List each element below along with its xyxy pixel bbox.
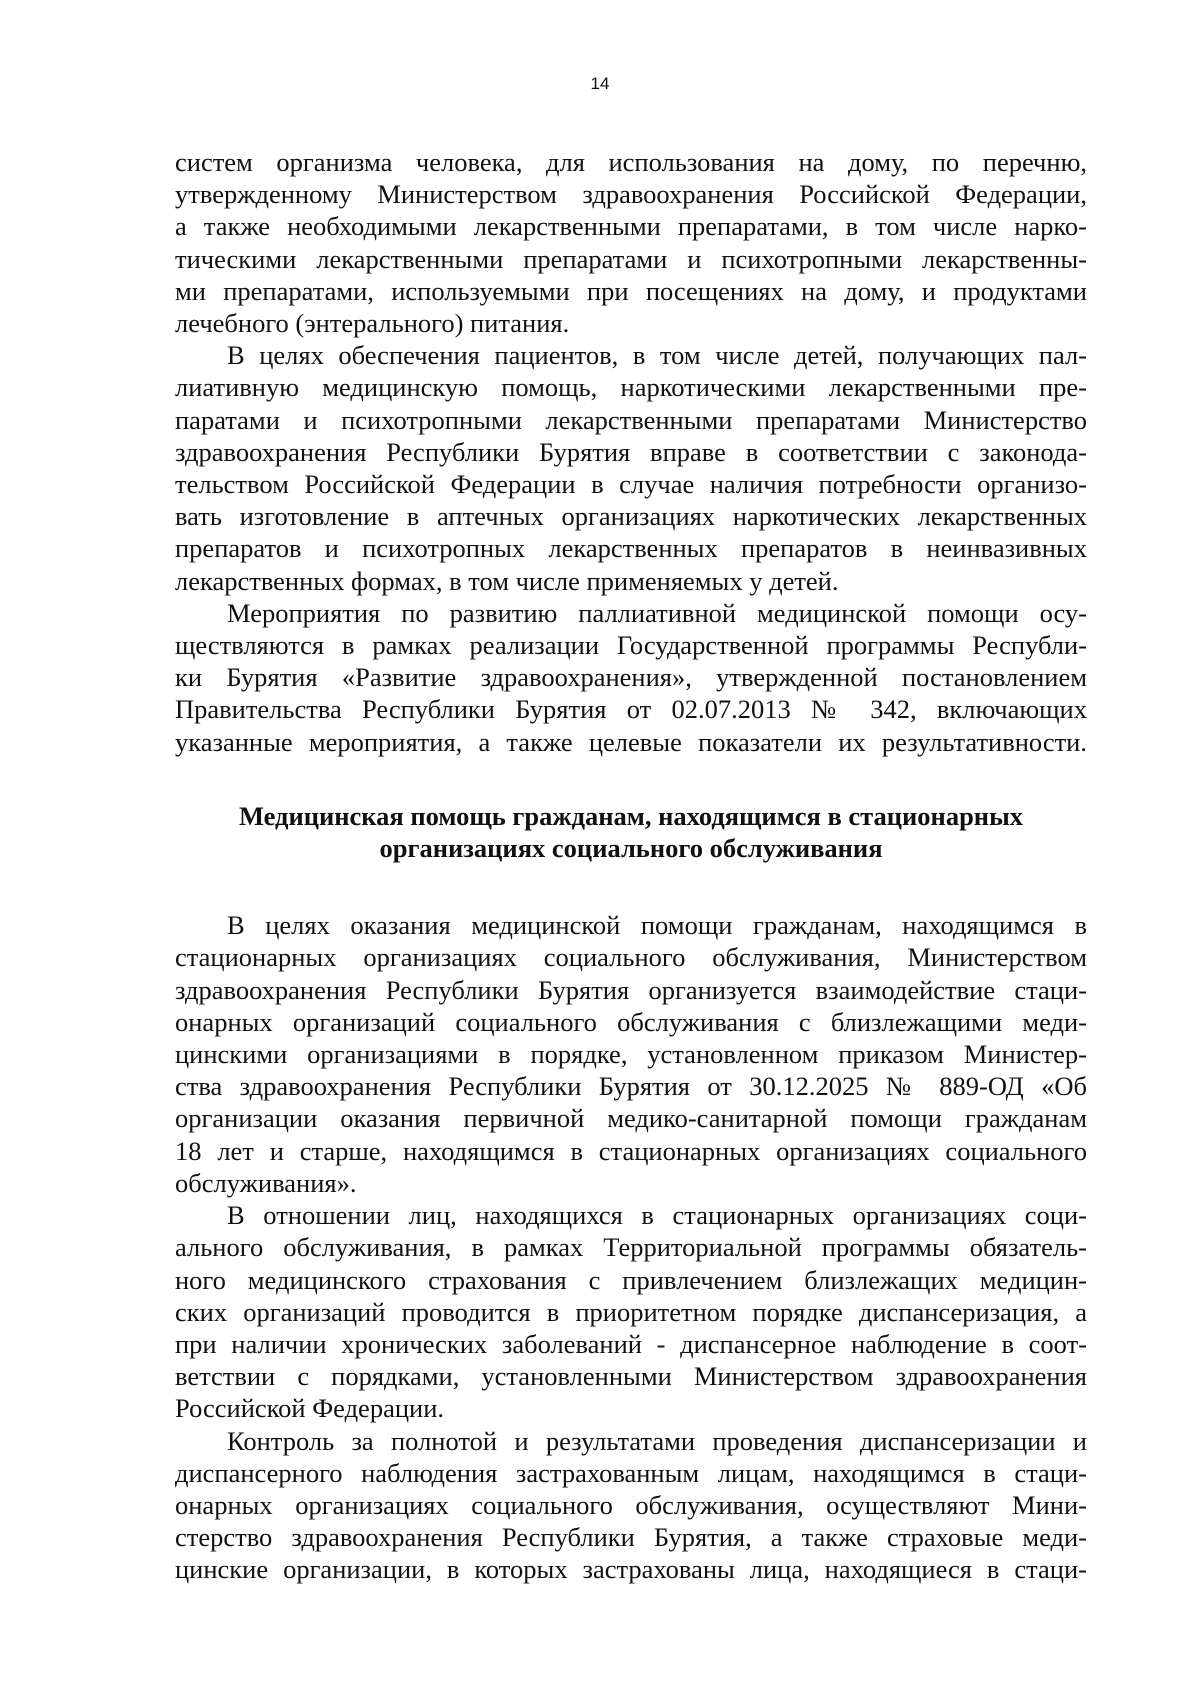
section-heading-line-2: организациях социального обслуживания xyxy=(379,833,883,864)
page-number: 14 xyxy=(590,74,610,93)
paragraph-line: ми препаратами, используемыми при посещениях на дому, и продуктами xyxy=(175,275,1087,306)
paragraph-line: лиативную медицинскую помощь, наркотическими лекарственными пре- xyxy=(175,372,1087,403)
paragraph-line: здравоохранения Республики Бурятия организуется взаимодействие стаци- xyxy=(175,974,1087,1005)
paragraph xyxy=(175,909,1087,1199)
paragraph-line: а также необходимыми лекарственными препаратами, в том числе нарко- xyxy=(175,211,1087,242)
paragraph-line: онарных организаций социального обслуживания с близлежащими меди- xyxy=(175,1006,1087,1037)
paragraph-line: Российской Федерации. xyxy=(175,1393,444,1424)
paragraph-line: Мероприятия по развитию паллиативной медицинской помощи осу- xyxy=(227,597,1087,628)
paragraph-line: В целях оказания медицинской помощи гражданам, находящимся в xyxy=(227,910,1087,941)
paragraph-line: здравоохранения Республики Бурятия вправе в соответствии с законода- xyxy=(175,436,1087,467)
paragraph xyxy=(175,146,1087,339)
paragraph-line: вать изготовление в аптечных организациях наркотических лекарственных xyxy=(175,501,1087,532)
paragraph xyxy=(175,1199,1087,1424)
bottom-paragraphs xyxy=(175,909,1087,1585)
paragraph-line: цинские организации, в которых застрахованы лица, находящиеся в стаци- xyxy=(175,1554,1087,1585)
paragraph-line: стационарных организациях социального обслуживания, Министерством xyxy=(175,942,1087,973)
paragraph-line: указанные мероприятия, а также целевые показатели их результативности. xyxy=(175,726,1087,757)
paragraph-line: В отношении лиц, находящихся в стационарных организациях соци- xyxy=(227,1200,1087,1231)
section-heading-line-1: Медицинская помощь гражданам, находящимся в стационарных xyxy=(238,800,1024,831)
paragraph-line: систем организма человека, для использования на дому, по перечню, xyxy=(175,147,1087,177)
paragraph xyxy=(175,1425,1087,1586)
paragraph-line: онарных организациях социального обслуживания, осуществляют Мини- xyxy=(175,1489,1087,1520)
paragraph-line: утвержденному Министерством здравоохранения Российской Федерации, xyxy=(175,179,1087,210)
paragraph-line: обслуживания». xyxy=(175,1167,357,1198)
paragraph-line: паратами и психотропными лекарственными препаратами Министерство xyxy=(175,404,1087,435)
section-heading xyxy=(175,800,1087,864)
paragraph-line: ки Бурятия «Развитие здравоохранения», утвержденной постановлением xyxy=(175,662,1087,693)
paragraph-line: Контроль за полнотой и результатами проведения диспансеризации и xyxy=(227,1425,1087,1456)
paragraph-line: диспансерного наблюдения застрахованным лицам, находящимся в стаци- xyxy=(175,1457,1087,1488)
paragraph-line: препаратов и психотропных лекарственных препаратов в неинвазивных xyxy=(175,533,1087,564)
paragraph-line: организации оказания первичной медико-санитарной помощи гражданам xyxy=(175,1103,1087,1134)
paragraph-line: тельством Российской Федерации в случае наличия потребности организо- xyxy=(175,469,1087,500)
paragraph-line: лекарственных формах, в том числе применяемых у детей. xyxy=(175,565,839,596)
paragraph-line: при наличии хронических заболеваний - диспансерное наблюдение в соот- xyxy=(175,1328,1087,1359)
paragraph-line: ства здравоохранения Республики Бурятия от 30.12.2025 № 889-ОД «Об xyxy=(175,1071,1087,1102)
paragraph-line: стерство здравоохранения Республики Бурятия, а также страховые меди- xyxy=(175,1522,1087,1553)
paragraph-line: цинскими организациями в порядке, установленном приказом Министер- xyxy=(175,1039,1087,1070)
paragraph-line: 18 лет и старше, находящимся в стационарных организациях социального xyxy=(175,1135,1087,1166)
paragraph-line: ветствии с порядками, установленными Министерством здравоохранения xyxy=(175,1361,1087,1392)
paragraph-line: ществляются в рамках реализации Государственной программы Республи- xyxy=(175,630,1087,661)
paragraph xyxy=(175,597,1087,758)
paragraph-line: ного медицинского страхования с привлечением близлежащих медицин- xyxy=(175,1264,1087,1295)
top-paragraphs xyxy=(175,146,1087,758)
paragraph-line: ального обслуживания, в рамках Территориальной программы обязатель- xyxy=(175,1232,1087,1263)
paragraph-line: тическими лекарственными препаратами и психотропными лекарственны- xyxy=(175,243,1087,274)
paragraph-line: лечебного (энтерального) питания. xyxy=(175,308,570,339)
paragraph-line: ских организаций проводится в приоритетном порядке диспансеризация, а xyxy=(175,1296,1087,1327)
paragraph xyxy=(175,339,1087,597)
paragraph-line: Правительства Республики Бурятия от 02.07.2013 № 342, включающих xyxy=(175,694,1087,725)
document-body xyxy=(175,146,1087,1586)
paragraph-line: В целях обеспечения пациентов, в том числе детей, получающих пал- xyxy=(227,340,1087,371)
